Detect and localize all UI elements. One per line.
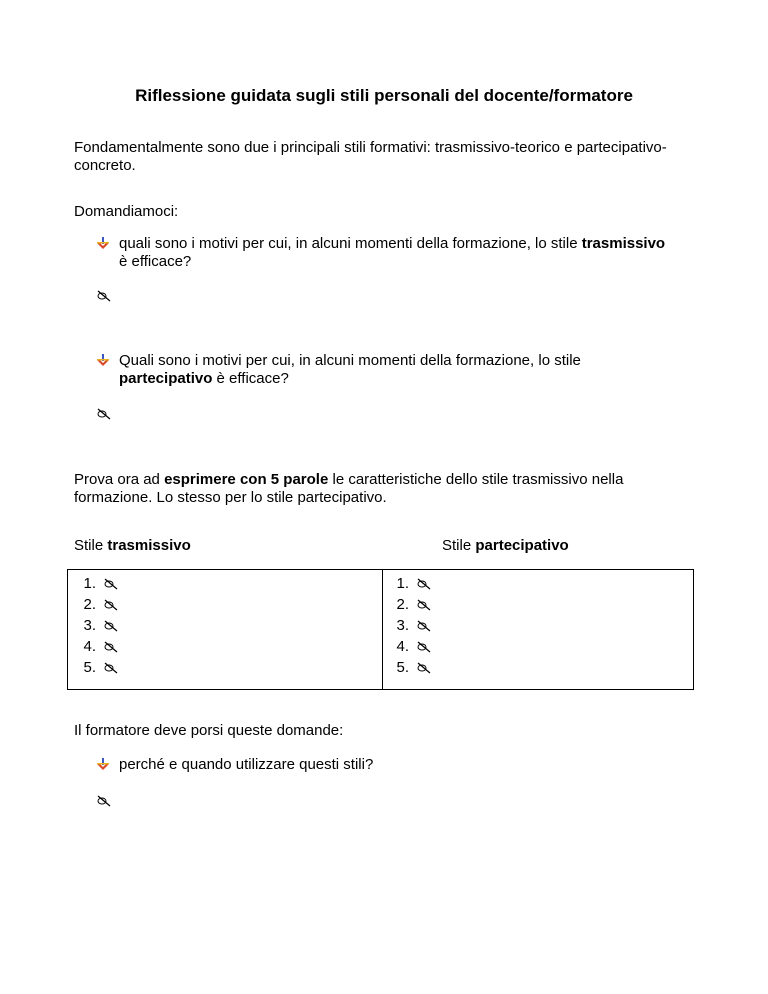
list-number: 1.	[83, 575, 96, 592]
column-heading-partecipativo	[442, 537, 569, 554]
list-item	[387, 573, 431, 594]
list-number: 2.	[83, 596, 96, 613]
writing-pencil-icon	[417, 641, 431, 653]
writing-pencil-icon	[417, 662, 431, 674]
prova-bold: esprimere con 5 parole	[164, 471, 329, 488]
intro-paragraph	[74, 139, 694, 175]
column-heading-trasmissivo	[74, 537, 191, 554]
table-divider	[382, 570, 383, 689]
writing-pencil-icon	[104, 662, 118, 674]
list-item	[387, 657, 431, 678]
writing-pencil-icon	[97, 408, 111, 420]
writing-pencil-icon	[104, 599, 118, 611]
question-1-text: quali sono i motivi per cui, in alcuni momenti della formazione, lo stile	[119, 235, 582, 252]
writing-pencil-icon	[97, 795, 111, 807]
list-item	[74, 594, 118, 615]
question-2-bold: partecipativo	[119, 370, 213, 387]
ask-label: Domandiamoci:	[74, 203, 179, 220]
list-number: 4.	[396, 638, 409, 655]
list-partecipativo	[387, 573, 431, 678]
question-1-bold: trasmissivo	[581, 235, 666, 252]
list-item	[387, 615, 431, 636]
list-item	[387, 594, 431, 615]
prova-text-end: le caratteristiche dello stile trasmissivo nella	[328, 471, 624, 488]
question-2-text: Quali sono i motivi per cui, in alcuni momenti della formazione, lo stile	[119, 352, 581, 369]
prova-text: Prova ora ad	[74, 471, 165, 488]
list-item	[74, 573, 118, 594]
question-1	[97, 235, 697, 271]
list-item	[74, 657, 118, 678]
column-heading-bold: partecipativo	[475, 537, 569, 554]
column-heading-prefix: Stile	[442, 537, 476, 554]
page-title: Riflessione guidata sugli stili personali del docente/formatore	[135, 86, 633, 105]
writing-pencil-icon	[104, 620, 118, 632]
formatore-label: Il formatore deve porsi queste domande:	[74, 722, 344, 739]
prova-paragraph	[74, 471, 694, 507]
list-trasmissivo	[74, 573, 118, 678]
styles-table	[67, 569, 694, 690]
list-item	[74, 615, 118, 636]
prova-line-2: formazione. Lo stesso per lo stile partecipativo.	[74, 489, 387, 506]
question-3-text: perché e quando utilizzare questi stili?	[119, 756, 374, 773]
writing-pencil-icon	[97, 290, 111, 302]
list-number: 3.	[396, 617, 409, 634]
colored-arrow-bullet-icon	[97, 758, 109, 770]
question-2-end: è efficace?	[212, 370, 289, 387]
intro-line-2: concreto.	[74, 157, 136, 174]
writing-pencil-icon	[417, 620, 431, 632]
list-number: 3.	[83, 617, 96, 634]
intro-line-1: Fondamentalmente sono due i principali stili formativi: trasmissivo-teorico e partecipativo-	[74, 139, 667, 156]
list-number: 4.	[83, 638, 96, 655]
writing-pencil-icon	[417, 578, 431, 590]
column-heading-prefix: Stile	[74, 537, 108, 554]
writing-pencil-icon	[417, 599, 431, 611]
list-number: 5.	[83, 659, 96, 676]
writing-pencil-icon	[104, 641, 118, 653]
list-item	[387, 636, 431, 657]
question-3	[97, 756, 697, 774]
list-number: 2.	[396, 596, 409, 613]
colored-arrow-bullet-icon	[97, 237, 109, 249]
question-1-end: è efficace?	[119, 253, 192, 270]
list-number: 1.	[396, 575, 409, 592]
list-item	[74, 636, 118, 657]
colored-arrow-bullet-icon	[97, 354, 109, 366]
question-2	[97, 352, 697, 388]
writing-pencil-icon	[104, 578, 118, 590]
column-heading-bold: trasmissivo	[107, 537, 191, 554]
list-number: 5.	[396, 659, 409, 676]
